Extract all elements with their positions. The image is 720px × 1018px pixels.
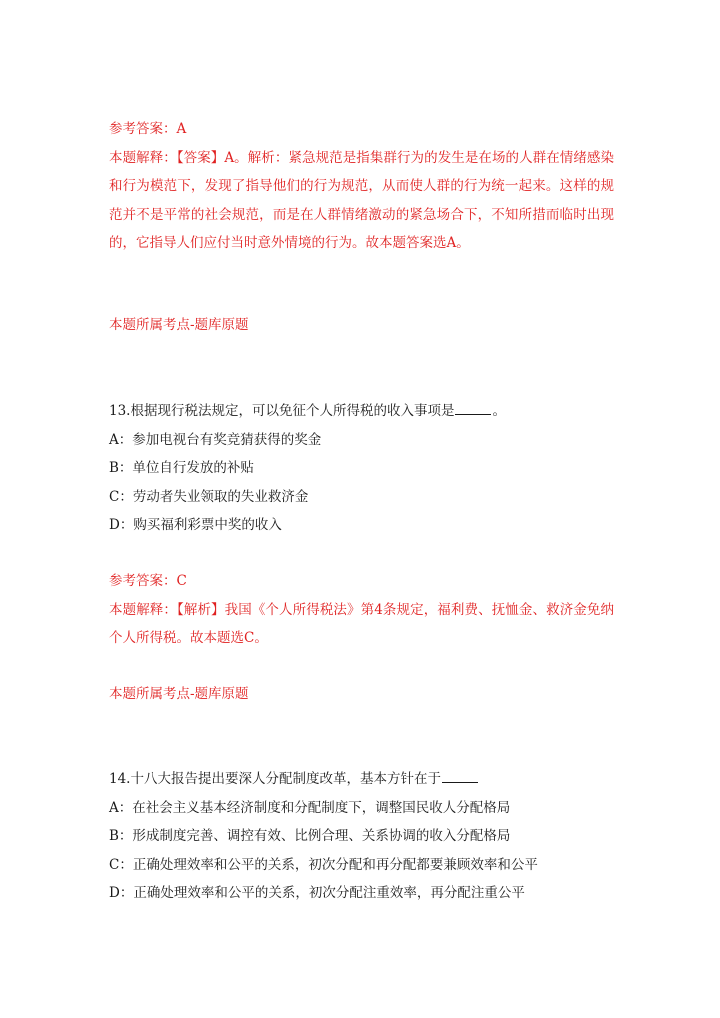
option-c: C：正确处理效率和公平的关系，初次分配和再分配都要兼顾效率和公平 (109, 856, 538, 873)
answer-blank (455, 399, 491, 415)
question-stem: 14.十八大报告提出要深人分配制度改革，基本方针在于 (109, 765, 614, 794)
option-b: B：单位自行发放的补贴 (109, 460, 254, 477)
answer-section-13 (109, 567, 614, 653)
option-d: D：正确处理效率和公平的关系，初次分配注重效率，再分配注重公平 (109, 885, 525, 902)
source-note-13 (109, 680, 614, 709)
answer-blank (442, 767, 478, 783)
option-c: C：劳动者失业领取的失业救济金 (109, 488, 309, 505)
option-a: A：参加电视台有奖竞猜获得的奖金 (109, 431, 322, 448)
answer-label: 参考答案：C (109, 573, 187, 589)
source-note: 本题所属考点-题库原题 (109, 686, 249, 702)
source-note: 本题所属考点-题库原题 (109, 317, 249, 333)
question-13 (109, 397, 614, 540)
answer-label: 参考答案：A (109, 121, 187, 137)
option-a: A：在社会主义基本经济制度和分配制度下，调整国民收人分配格局 (109, 799, 511, 816)
answer-explanation: 本题解释：【解析】我国《个人所得税法》第4条规定，福利费、抚恤金、救济金免纳个人所得税。故本题选C。 (109, 601, 614, 647)
answer-explanation: 本题解释：【答案】A。解析：紧急规范是指集群行为的发生是在场的人群在情绪感染和行为模范下，发现了指导他们的行为规范，从而使人群的行为统一起来。这样的规范并不是平常的社会规范，而是在人群情绪激动的紧急场合下，不知所措而临时出现的，它指导人们应付当时意外情境的行为。故本题答案选A。 (109, 149, 614, 252)
question-14 (109, 765, 614, 908)
option-d: D：购买福利彩票中奖的收入 (109, 517, 282, 534)
question-stem: 13.根据现行税法规定，可以免征个人所得税的收入事项是 。 (109, 397, 614, 426)
source-note-12 (109, 311, 614, 340)
option-b: B：形成制度完善、调控有效、比例合理、关系协调的收入分配格局 (109, 828, 511, 845)
answer-section-12 (109, 115, 614, 258)
